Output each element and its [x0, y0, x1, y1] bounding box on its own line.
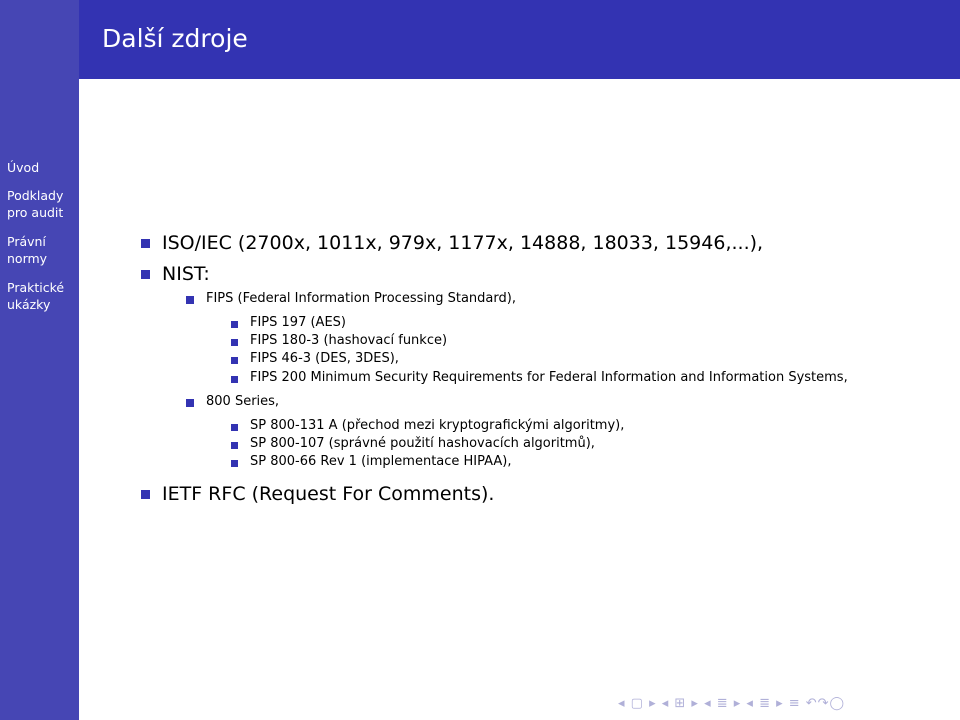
list-item: NIST:: [162, 263, 210, 285]
list-item: 800 Series,: [206, 394, 280, 409]
list-item: FIPS 197 (AES): [250, 315, 346, 330]
bullet-icon: [231, 460, 238, 467]
bullet-icon: [186, 296, 194, 304]
beamer-navigation-icons[interactable]: ◂ ▢ ▸ ◂ ⊞ ▸ ◂ ≣ ▸ ◂ ≣ ▸ ≡ ↶↷◯: [618, 696, 846, 711]
bullet-icon: [231, 442, 238, 449]
sidebar-item-label: ukázky: [7, 297, 51, 312]
sidebar-item-label: Praktické: [7, 280, 65, 295]
bullet-icon: [231, 376, 238, 383]
bullet-icon: [141, 270, 150, 279]
list-item: FIPS 46-3 (DES, 3DES),: [250, 351, 399, 366]
bullet-icon: [141, 490, 150, 499]
sidebar-item-label: pro audit: [7, 205, 64, 220]
bullet-icon: [231, 339, 238, 346]
list-item: SP 800-131 A (přechod mezi kryptografickými algoritmy),: [250, 418, 625, 433]
list-item: ISO/IEC (2700x, 1011x, 979x, 1177x, 14888, 18033, 15946,...),: [162, 232, 764, 254]
list-item: FIPS 180-3 (hashovací funkce): [250, 333, 448, 348]
slide-title: Další zdroje: [102, 24, 248, 53]
sidebar-item-label: Právní: [7, 234, 46, 249]
bullet-icon: [141, 239, 150, 248]
sidebar-item-label: Úvod: [7, 160, 40, 175]
sidebar-item-label: normy: [7, 251, 48, 266]
bullet-icon: [186, 399, 194, 407]
list-item: IETF RFC (Request For Comments).: [162, 483, 495, 505]
list-item: SP 800-107 (správné použití hashovacích algoritmů),: [250, 436, 595, 451]
list-item: SP 800-66 Rev 1 (implementace HIPAA),: [250, 454, 512, 469]
bullet-icon: [231, 424, 238, 431]
list-item: FIPS 200 Minimum Security Requirements for Federal Information and Information Systems,: [250, 370, 848, 385]
list-item: FIPS (Federal Information Processing Standard),: [206, 291, 516, 306]
bullet-icon: [231, 321, 238, 328]
bullet-icon: [231, 357, 238, 364]
sidebar-item-label: Podklady: [7, 188, 64, 203]
